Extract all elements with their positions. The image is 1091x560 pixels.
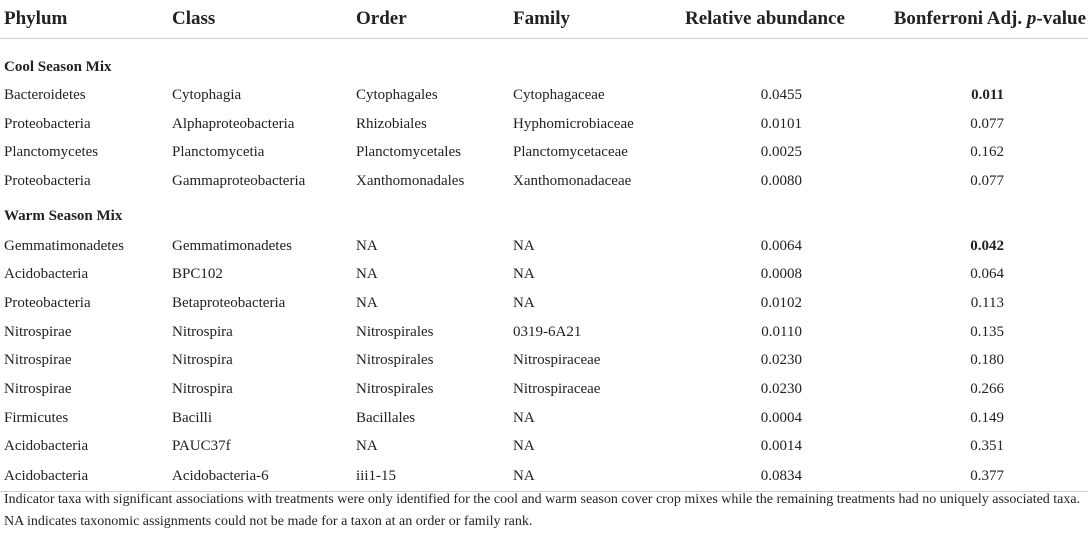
header-class: Class [168, 0, 352, 39]
cell-class: Nitrospira [172, 323, 233, 340]
cell-order: Xanthomonadales [356, 172, 465, 189]
cell-family: NA [513, 237, 535, 254]
cell-pvalue: 0.077 [970, 115, 1004, 132]
table-body [0, 39, 1088, 492]
cell-pvalue: 0.266 [970, 381, 1004, 398]
cell-family: Nitrospiraceae [513, 352, 601, 369]
cell-abundance: 0.0230 [760, 381, 802, 398]
cell-pvalue: 0.135 [970, 323, 1004, 340]
cell-order: NA [356, 294, 378, 311]
cell-order: Rhizobiales [356, 115, 427, 132]
table-footnotes [4, 490, 1086, 531]
cell-phylum: Gemmatimonadetes [4, 237, 124, 254]
cell-class: Acidobacteria-6 [168, 461, 352, 492]
cell-abundance: 0.0025 [760, 144, 802, 161]
cell-pvalue: 0.064 [970, 266, 1004, 283]
cell-order: Nitrospirales [356, 381, 434, 398]
cell-pvalue: 0.011 [971, 86, 1004, 103]
cell-abundance: 0.0102 [760, 294, 802, 311]
cell-phylum: Nitrospirae [4, 323, 72, 340]
cell-order: NA [356, 438, 378, 455]
cell-phylum: Acidobacteria [4, 266, 89, 283]
cell-family: NA [513, 266, 535, 283]
header-pvalue-italic: p [1026, 8, 1037, 29]
cell-family: Xanthomonadaceae [513, 172, 632, 189]
table-row [0, 289, 1088, 318]
cell-pvalue: 0.377 [886, 461, 1088, 492]
cell-pvalue: 0.042 [970, 237, 1004, 254]
cell-class: Gemmatimonadetes [172, 237, 292, 254]
header-row [0, 0, 1088, 39]
header-relative-abundance: Relative abundance [681, 0, 886, 39]
header-phylum: Phylum [0, 0, 168, 39]
cell-phylum: Nitrospirae [4, 381, 72, 398]
group-label: Cool Season Mix [4, 58, 112, 75]
table-row [0, 375, 1088, 404]
cell-class: Alphaproteobacteria [172, 115, 295, 132]
header-pvalue-prefix: Bonferroni Adj. [893, 8, 1027, 29]
group-row [0, 196, 1088, 232]
cell-order: NA [356, 266, 378, 283]
cell-phylum: Planctomycetes [4, 144, 99, 161]
cell-family: Nitrospiraceae [513, 381, 601, 398]
table-row [0, 260, 1088, 289]
header-bonferroni-p-value [886, 0, 1088, 39]
cell-abundance: 0.0834 [681, 461, 886, 492]
table-row [0, 433, 1088, 462]
cell-abundance: 0.0004 [760, 409, 802, 426]
table-row [0, 347, 1088, 376]
cell-pvalue: 0.351 [970, 438, 1004, 455]
header-pvalue-suffix: -value [1036, 8, 1086, 29]
cell-class: Nitrospira [172, 381, 233, 398]
cell-order: Bacillales [356, 409, 416, 426]
cell-family: Planctomycetaceae [513, 144, 628, 161]
cell-order: NA [356, 237, 378, 254]
table-row [0, 138, 1088, 167]
cell-order: Nitrospirales [356, 323, 434, 340]
cell-phylum: Nitrospirae [4, 352, 72, 369]
cell-order: Planctomycetales [356, 144, 461, 161]
cell-class: Bacilli [172, 409, 212, 426]
cell-class: Nitrospira [172, 352, 233, 369]
cell-family: NA [509, 461, 681, 492]
footnote-na-definition: NA indicates taxonomic assignments could not be made for a taxon at an order or family rank. [4, 514, 533, 529]
cell-phylum: Acidobacteria [4, 438, 89, 455]
cell-pvalue: 0.162 [970, 144, 1004, 161]
cell-phylum: Proteobacteria [4, 294, 91, 311]
footnote-indicator-taxa: Indicator taxa with significant associations with treatments were only identified for the cool and warm season cover crop mixes while the remaining treatments had no uniquely associated taxa. [4, 492, 1081, 507]
table-row [0, 404, 1088, 433]
cell-family: NA [513, 438, 535, 455]
header-family: Family [509, 0, 681, 39]
cell-abundance: 0.0064 [760, 237, 802, 254]
cell-abundance: 0.0080 [760, 172, 802, 189]
cell-abundance: 0.0230 [760, 352, 802, 369]
cell-family: 0319-6A21 [513, 323, 582, 340]
cell-family: NA [513, 409, 535, 426]
group-label: Warm Season Mix [4, 208, 123, 225]
cell-phylum: Acidobacteria [0, 461, 168, 492]
cell-abundance: 0.0455 [760, 86, 802, 103]
table-row [0, 461, 1088, 492]
cell-order: Nitrospirales [356, 352, 434, 369]
header-order: Order [352, 0, 509, 39]
cell-class: Planctomycetia [172, 144, 265, 161]
group-row [0, 39, 1088, 82]
table-row [0, 81, 1088, 110]
table-row [0, 167, 1088, 196]
cell-phylum: Firmicutes [4, 409, 69, 426]
cell-abundance: 0.0014 [760, 438, 802, 455]
cell-pvalue: 0.113 [970, 294, 1004, 311]
cell-family: Hyphomicrobiaceae [513, 115, 634, 132]
cell-phylum: Proteobacteria [4, 115, 91, 132]
cell-family: Cytophagaceae [513, 86, 605, 103]
table-row [0, 110, 1088, 139]
cell-class: PAUC37f [172, 438, 231, 455]
cell-class: Gammaproteobacteria [172, 172, 306, 189]
cell-phylum: Bacteroidetes [4, 86, 86, 103]
cell-pvalue: 0.077 [970, 172, 1004, 189]
cell-class: BPC102 [172, 266, 223, 283]
cell-class: Betaproteobacteria [172, 294, 286, 311]
cell-abundance: 0.0110 [761, 323, 802, 340]
cell-phylum: Proteobacteria [4, 172, 91, 189]
table-row [0, 318, 1088, 347]
cell-abundance: 0.0101 [760, 115, 802, 132]
cell-class: Cytophagia [172, 86, 242, 103]
cell-family: NA [513, 294, 535, 311]
table-row [0, 232, 1088, 261]
cell-order: iii1-15 [352, 461, 509, 492]
cell-pvalue: 0.149 [970, 409, 1004, 426]
cell-abundance: 0.0008 [760, 266, 802, 283]
cell-order: Cytophagales [356, 86, 438, 103]
cell-pvalue: 0.180 [970, 352, 1004, 369]
